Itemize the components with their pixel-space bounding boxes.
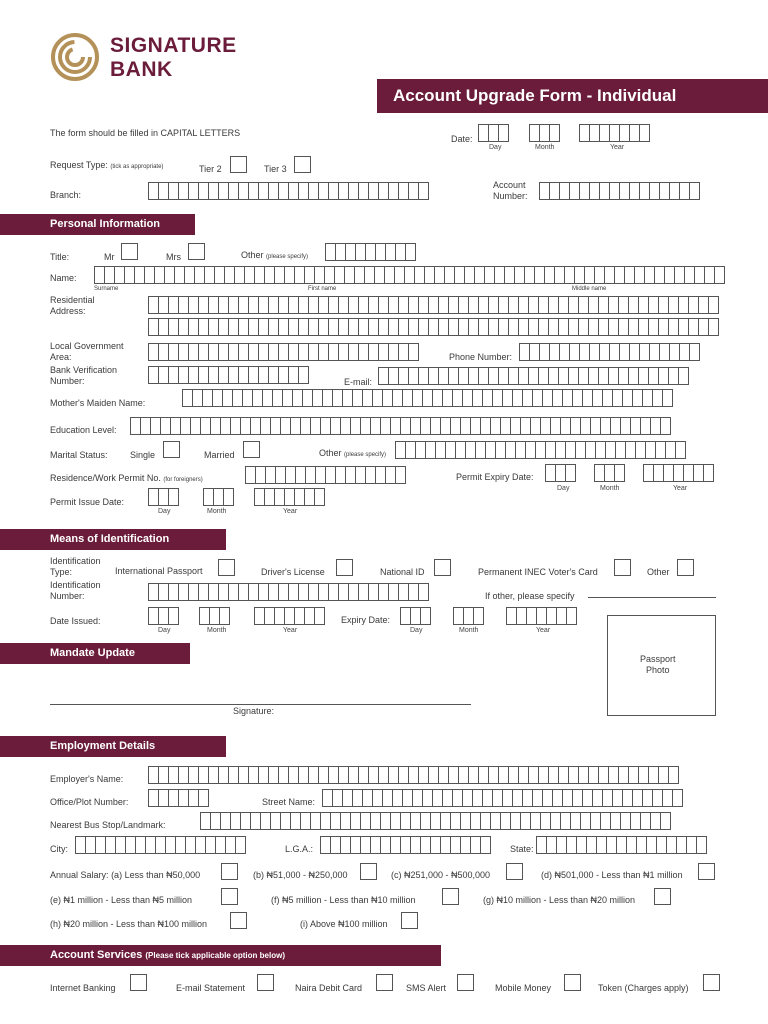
id-other-checkbox[interactable] — [677, 559, 694, 576]
character-box[interactable] — [498, 124, 509, 142]
expiry-date-label: Expiry Date: — [341, 615, 391, 625]
character-box[interactable] — [480, 836, 491, 854]
character-box[interactable] — [565, 464, 576, 482]
employer-label: Employer's Name: — [50, 774, 124, 784]
education-boxes[interactable] — [130, 417, 670, 435]
section-mandate-update: Mandate Update — [0, 643, 190, 664]
title-mr-checkbox[interactable] — [121, 243, 138, 260]
passport-photo-label-2: Photo — [646, 665, 670, 675]
marital-other-label: Other (please specify) — [319, 448, 387, 458]
title-label: Title: — [50, 252, 70, 262]
request-type-label: Request Type: (tick as appropriate) — [50, 160, 164, 170]
lga-label-2: Area: — [50, 352, 72, 362]
passport-photo-label-1: Passport — [640, 654, 676, 664]
salary-d-label: (d) ₦501,000 - Less than ₦1 million — [541, 870, 683, 880]
lga-label-1: Local Government — [50, 341, 124, 351]
office-boxes[interactable] — [148, 789, 208, 807]
tier2-label: Tier 2 — [199, 164, 222, 174]
expiry-day-caption: Day — [410, 627, 423, 634]
residential-boxes-2[interactable] — [148, 318, 718, 336]
signature-line[interactable] — [50, 704, 471, 705]
id-inec-checkbox[interactable] — [614, 559, 631, 576]
date-issued-day-caption: Day — [158, 627, 171, 634]
permit-issue-year[interactable] — [254, 488, 324, 506]
character-box[interactable] — [314, 488, 325, 506]
character-box[interactable] — [672, 789, 683, 807]
id-if-other-line[interactable] — [588, 597, 716, 598]
state-label: State: — [510, 844, 534, 854]
salary-h-checkbox[interactable] — [230, 912, 247, 929]
expiry-year-caption: Year — [536, 627, 551, 634]
character-box[interactable] — [219, 607, 230, 625]
character-box[interactable] — [473, 607, 484, 625]
service-email-label: E-mail Statement — [176, 983, 246, 993]
email-label: E-mail: — [344, 377, 373, 387]
permit-expiry-year-caption: Year — [673, 485, 688, 492]
permit-expiry-day[interactable] — [545, 464, 575, 482]
service-naira-card-checkbox[interactable] — [376, 974, 393, 991]
permit-issue-year-caption: Year — [283, 508, 298, 515]
residential-label-2: Address: — [50, 306, 86, 316]
branch-label: Branch: — [50, 190, 82, 200]
title-mrs-label: Mrs — [166, 252, 181, 262]
salary-g-label: (g) ₦10 million - Less than ₦20 million — [483, 895, 636, 905]
date-year-boxes[interactable] — [579, 124, 649, 142]
id-inec-label: Permanent INEC Voter's Card — [478, 567, 598, 577]
character-box[interactable] — [678, 367, 689, 385]
character-box[interactable] — [660, 417, 671, 435]
salary-c-checkbox[interactable] — [506, 863, 523, 880]
middle-name-caption: Middle name — [572, 286, 607, 292]
marital-other-boxes[interactable] — [395, 441, 685, 459]
date-issued-label: Date Issued: — [50, 616, 101, 626]
employer-boxes[interactable] — [148, 766, 678, 784]
character-box[interactable] — [549, 124, 560, 142]
expiry-month-caption: Month — [459, 627, 479, 634]
date-day-caption: Day — [489, 144, 502, 151]
marital-single-checkbox[interactable] — [163, 441, 180, 458]
character-box[interactable] — [405, 243, 416, 261]
title-mrs-checkbox[interactable] — [188, 243, 205, 260]
tier3-checkbox[interactable] — [294, 156, 311, 173]
office-label: Office/Plot Number: — [50, 797, 129, 807]
permit-issue-label: Permit Issue Date: — [50, 497, 125, 507]
lga-boxes[interactable] — [148, 343, 418, 361]
character-box[interactable] — [168, 607, 179, 625]
salary-i-label: (i) Above ₦100 million — [300, 919, 388, 929]
brand-name-line1: SIGNATURE — [110, 34, 237, 57]
id-if-other-label: If other, please specify — [485, 591, 575, 601]
state-boxes[interactable] — [536, 836, 706, 854]
marital-label: Marital Status: — [50, 450, 108, 460]
character-box[interactable] — [675, 441, 686, 459]
character-box[interactable] — [418, 583, 429, 601]
character-box[interactable] — [314, 607, 325, 625]
character-box[interactable] — [660, 812, 671, 830]
expiry-year[interactable] — [506, 607, 576, 625]
id-type-label-2: Type: — [50, 567, 73, 577]
service-internet-label: Internet Banking — [50, 983, 116, 993]
permit-expiry-month[interactable] — [594, 464, 624, 482]
character-box[interactable] — [566, 607, 577, 625]
bvn-label-2: Number: — [50, 376, 85, 386]
permit-issue-day-caption: Day — [158, 508, 171, 515]
permit-issue-month[interactable] — [203, 488, 233, 506]
permit-expiry-day-caption: Day — [557, 485, 570, 492]
salary-d-checkbox[interactable] — [698, 863, 715, 880]
salary-b-label: (b) ₦51,000 - ₦250,000 — [253, 870, 348, 880]
character-box[interactable] — [298, 366, 309, 384]
account-number-label-2: Number: — [493, 191, 528, 201]
marital-single-label: Single — [130, 450, 156, 460]
date-month-boxes[interactable] — [529, 124, 559, 142]
education-label: Education Level: — [50, 425, 117, 435]
signature-label: Signature: — [233, 706, 275, 716]
phone-label: Phone Number: — [449, 352, 513, 362]
character-box[interactable] — [235, 836, 246, 854]
tier2-checkbox[interactable] — [230, 156, 247, 173]
permit-expiry-year[interactable] — [643, 464, 713, 482]
section-employment-details: Employment Details — [0, 736, 226, 757]
title-other-boxes[interactable] — [325, 243, 415, 261]
section-personal-information: Personal Information — [0, 214, 195, 235]
id-number-label-2: Number: — [50, 591, 85, 601]
character-box[interactable] — [696, 836, 707, 854]
city-label: City: — [50, 844, 68, 854]
character-box[interactable] — [639, 124, 650, 142]
salary-e-checkbox[interactable] — [221, 888, 238, 905]
bus-stop-boxes[interactable] — [200, 812, 670, 830]
marital-married-label: Married — [204, 450, 235, 460]
expiry-month[interactable] — [453, 607, 483, 625]
service-sms-checkbox[interactable] — [457, 974, 474, 991]
expiry-day[interactable] — [400, 607, 430, 625]
id-drivers-label: Driver's License — [261, 567, 325, 577]
lga-emp-boxes[interactable] — [320, 836, 490, 854]
street-label: Street Name: — [262, 797, 316, 807]
character-box[interactable] — [614, 464, 625, 482]
id-national-checkbox[interactable] — [434, 559, 451, 576]
character-box[interactable] — [420, 607, 431, 625]
character-box[interactable] — [395, 466, 406, 484]
residential-boxes-1[interactable] — [148, 296, 718, 314]
id-number-label-1: Identification — [50, 580, 101, 590]
salary-b-checkbox[interactable] — [360, 863, 377, 880]
character-box[interactable] — [714, 266, 725, 284]
character-box[interactable] — [708, 318, 719, 336]
residential-label-1: Residential — [50, 295, 95, 305]
date-year-caption: Year — [610, 144, 625, 151]
character-box[interactable] — [408, 343, 419, 361]
salary-h-label: (h) ₦20 million - Less than ₦100 million — [50, 919, 208, 929]
permit-expiry-label: Permit Expiry Date: — [456, 472, 534, 482]
first-name-caption: First name — [308, 286, 337, 292]
maiden-name-boxes[interactable] — [182, 389, 672, 407]
date-issued-day[interactable] — [148, 607, 178, 625]
title-other-label: Other (please specify) — [241, 250, 309, 260]
concentric-ring-logo-icon — [50, 32, 100, 82]
id-passport-checkbox[interactable] — [218, 559, 235, 576]
id-passport-label: International Passport — [115, 566, 203, 576]
name-label: Name: — [50, 273, 77, 283]
bvn-label-1: Bank Verification — [50, 365, 118, 375]
id-other-label: Other — [647, 567, 670, 577]
date-issued-year-caption: Year — [283, 627, 298, 634]
service-token-checkbox[interactable] — [703, 974, 720, 991]
id-number-boxes[interactable] — [148, 583, 428, 601]
tier3-label: Tier 3 — [264, 164, 287, 174]
salary-f-label: (f) ₦5 million - Less than ₦10 million — [271, 895, 416, 905]
bus-stop-label: Nearest Bus Stop/Landmark: — [50, 820, 166, 830]
salary-c-label: (c) ₦251,000 - ₦500,000 — [391, 870, 491, 880]
lga-emp-label: L.G.A.: — [285, 844, 314, 854]
section-account-services: Account Services (Please tick applicable option below) — [0, 945, 441, 966]
name-boxes[interactable] — [94, 266, 724, 284]
bvn-boxes[interactable] — [148, 366, 308, 384]
character-box[interactable] — [168, 488, 179, 506]
service-token-label: Token (Charges apply) — [598, 983, 689, 993]
form-title: Account Upgrade Form - Individual — [377, 79, 768, 113]
date-issued-year[interactable] — [254, 607, 324, 625]
city-boxes[interactable] — [75, 836, 245, 854]
service-email-checkbox[interactable] — [257, 974, 274, 991]
permit-label: Residence/Work Permit No. (for foreigners) — [50, 473, 203, 483]
character-box[interactable] — [703, 464, 714, 482]
character-box[interactable] — [689, 343, 700, 361]
service-mobile-money-label: Mobile Money — [495, 983, 552, 993]
character-box[interactable] — [668, 766, 679, 784]
character-box[interactable] — [198, 789, 209, 807]
salary-a-checkbox[interactable] — [221, 863, 238, 880]
salary-e-label: (e) ₦1 million - Less than ₦5 million — [50, 895, 193, 905]
character-box[interactable] — [662, 389, 673, 407]
id-national-label: National ID — [380, 567, 425, 577]
phone-boxes[interactable] — [519, 343, 699, 361]
permit-issue-day[interactable] — [148, 488, 178, 506]
date-day-boxes[interactable] — [478, 124, 508, 142]
character-box[interactable] — [708, 296, 719, 314]
maiden-name-label: Mother's Maiden Name: — [50, 398, 146, 408]
surname-caption: Surname — [94, 286, 119, 292]
date-label: Date: — [451, 134, 473, 144]
date-month-caption: Month — [535, 144, 555, 151]
service-naira-card-label: Naira Debit Card — [295, 983, 363, 993]
brand-name-line2: BANK — [110, 58, 173, 81]
account-number-boxes[interactable] — [539, 182, 699, 200]
permit-boxes[interactable] — [245, 466, 405, 484]
title-mr-label: Mr — [104, 252, 115, 262]
salary-g-checkbox[interactable] — [654, 888, 671, 905]
street-boxes[interactable] — [322, 789, 682, 807]
permit-expiry-month-caption: Month — [600, 485, 620, 492]
section-means-of-identification: Means of Identification — [0, 529, 226, 550]
service-sms-label: SMS Alert — [406, 983, 447, 993]
character-box[interactable] — [418, 182, 429, 200]
branch-boxes[interactable] — [148, 182, 428, 200]
id-type-label-1: Identification — [50, 556, 101, 566]
date-issued-month[interactable] — [199, 607, 229, 625]
id-drivers-checkbox[interactable] — [336, 559, 353, 576]
instructions: The form should be filled in CAPITAL LETTERS — [50, 128, 241, 138]
date-issued-month-caption: Month — [207, 627, 227, 634]
service-internet-checkbox[interactable] — [130, 974, 147, 991]
salary-f-checkbox[interactable] — [442, 888, 459, 905]
service-mobile-money-checkbox[interactable] — [564, 974, 581, 991]
permit-issue-month-caption: Month — [207, 508, 227, 515]
salary-label: Annual Salary: (a) Less than ₦50,000 — [50, 870, 201, 880]
character-box[interactable] — [223, 488, 234, 506]
account-number-label-1: Account — [493, 180, 526, 190]
email-boxes[interactable] — [378, 367, 688, 385]
marital-married-checkbox[interactable] — [243, 441, 260, 458]
character-box[interactable] — [689, 182, 700, 200]
salary-i-checkbox[interactable] — [401, 912, 418, 929]
